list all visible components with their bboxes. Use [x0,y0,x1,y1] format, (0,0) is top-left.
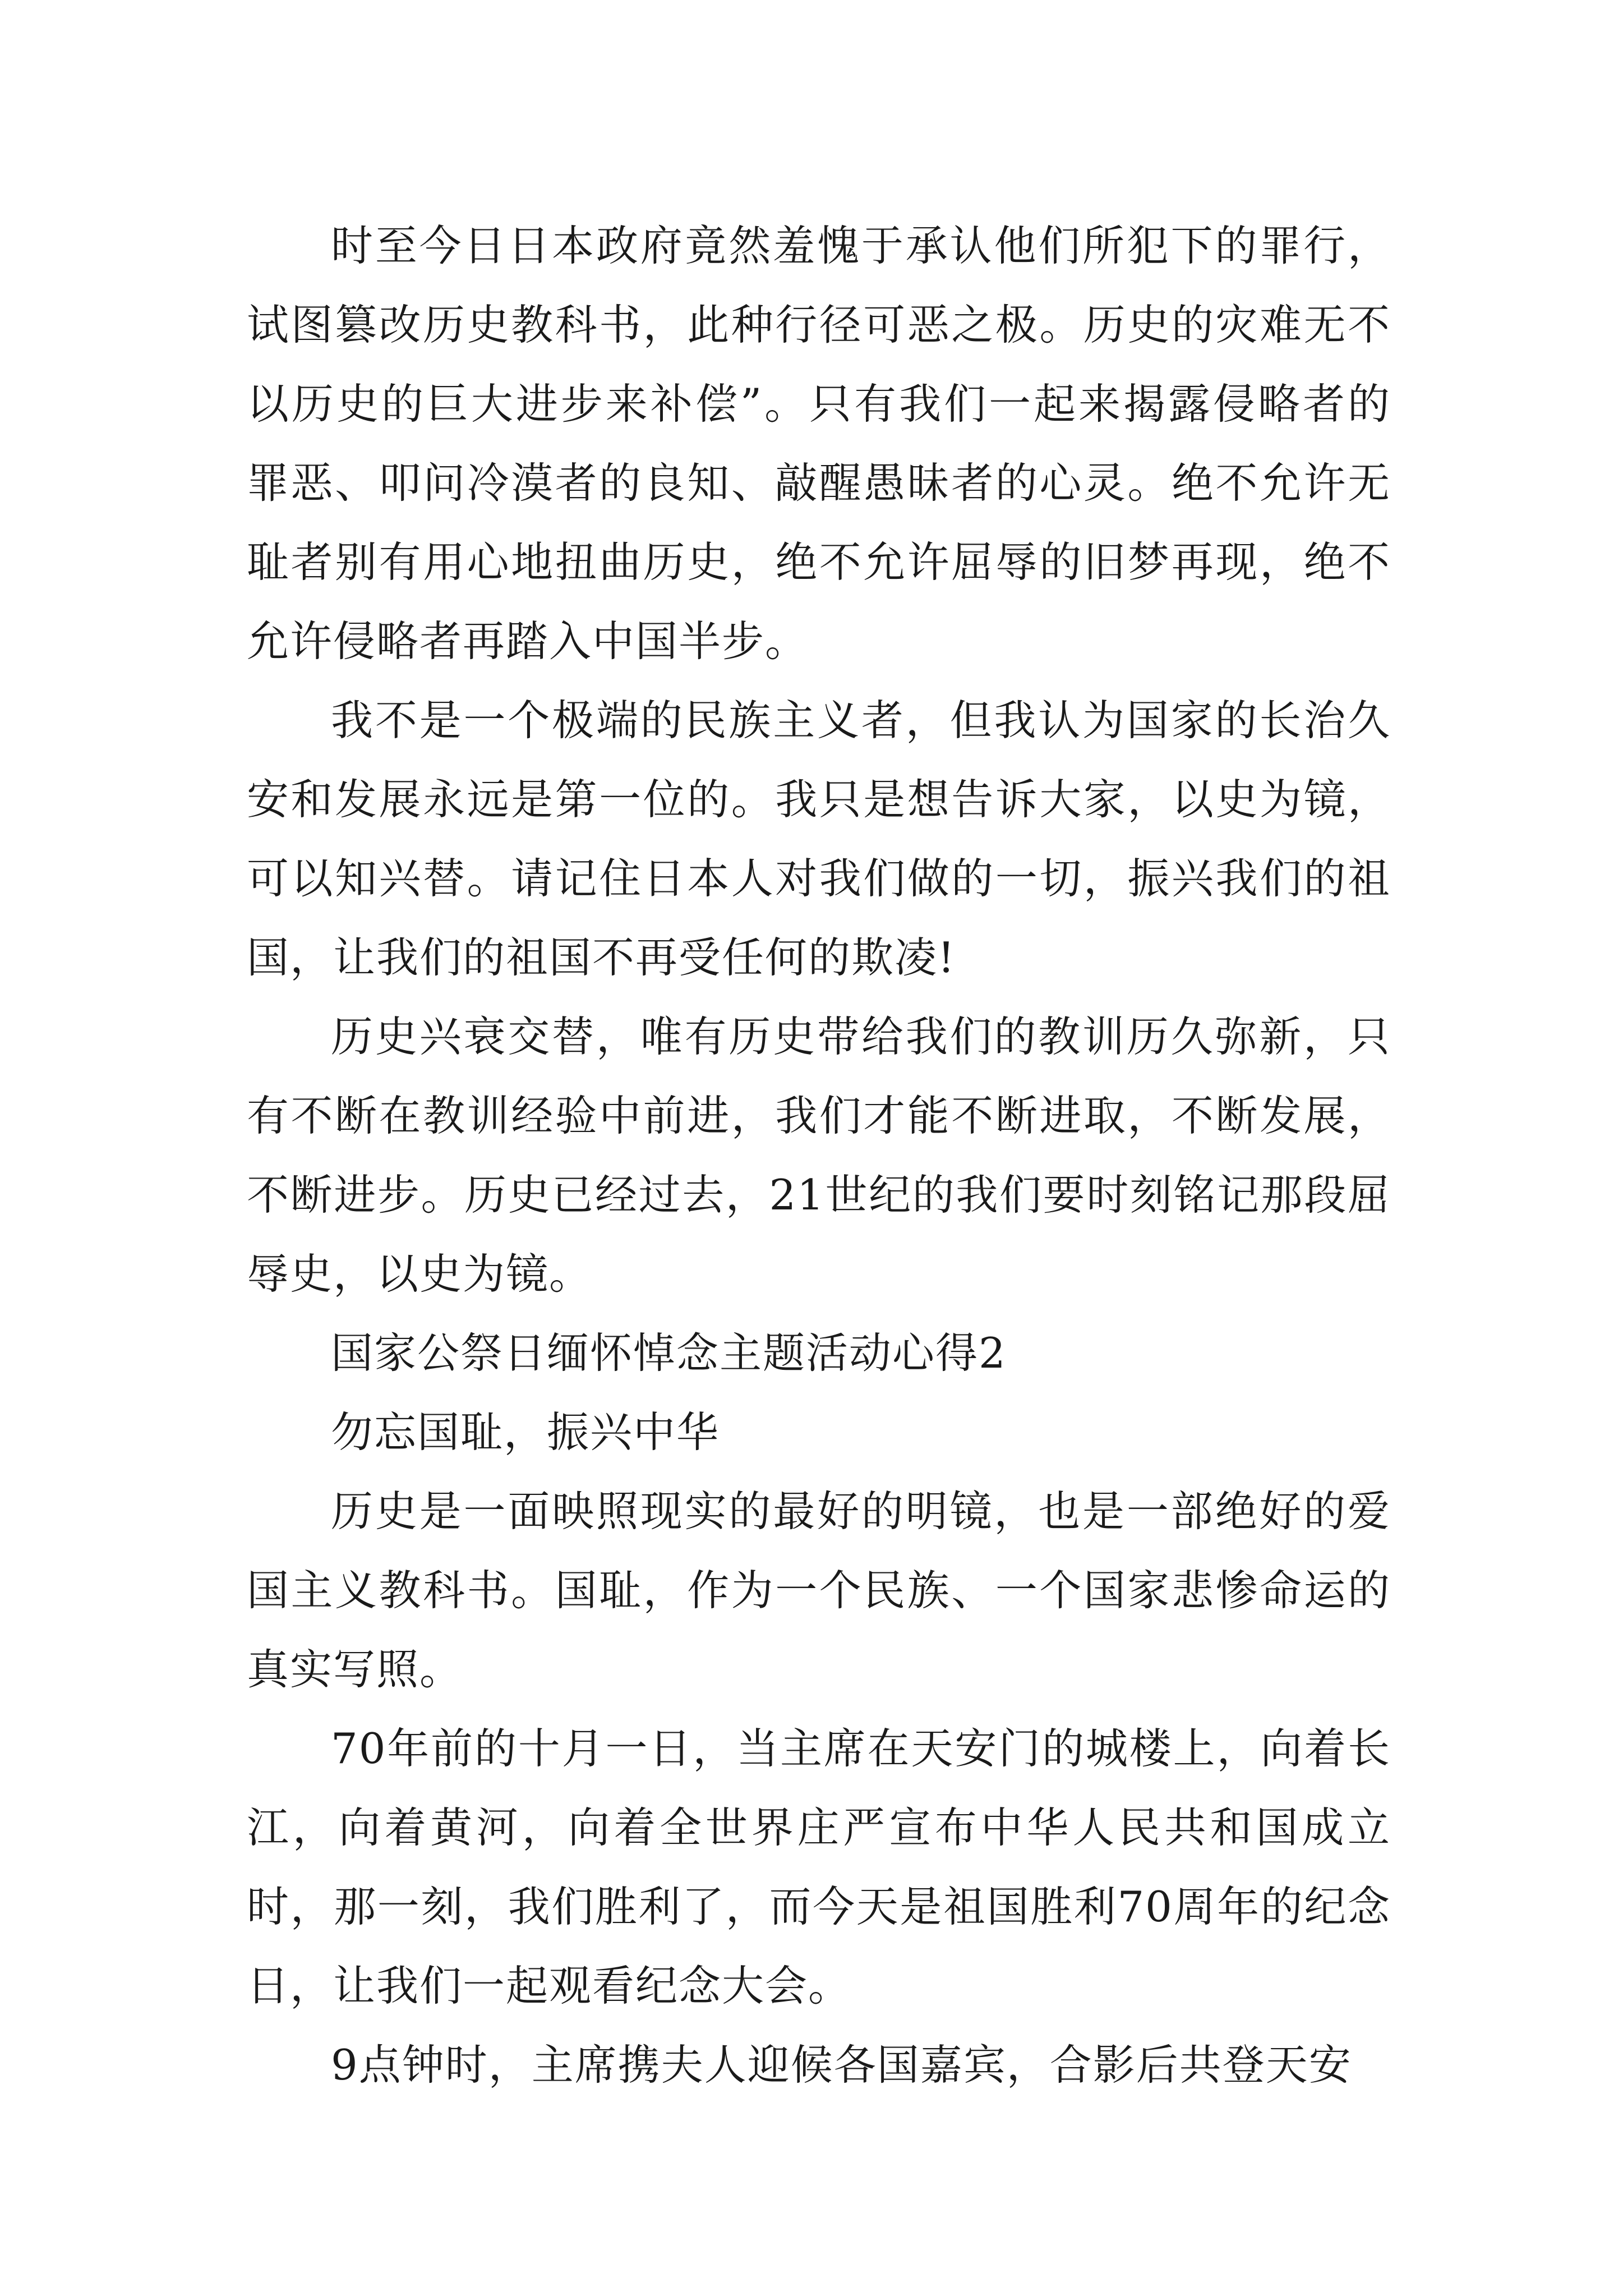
paragraph-ceremony: 9点钟时，主席携夫人迎候各国嘉宾，合影后共登天安 [331,2040,1352,2090]
document-body [247,206,1391,2105]
paragraph-history-denial: 时至今日日本政府竟然羞愧于承认他们所犯下的罪行，试图篡改历史教科书，此种行径可恶之极。历史的灾难无不以历史的巨大进步来补偿”。只有我们一起来揭露侵略者的罪恶、叩问冷漠者的良知、敲醒愚昧者的心灵。绝不允许无耻者别有用心地扭曲历史，绝不允许屈辱的旧梦再现，绝不允许侵略者再踏入中国半步。 [247,221,1391,666]
section-subtitle: 勿忘国耻，振兴中华 [331,1407,720,1457]
paragraph-national-peace: 我不是一个极端的民族主义者，但我认为国家的长治久安和发展永远是第一位的。我只是想告诉大家，以史为镜，可以知兴替。请记住日本人对我们做的一切，振兴我们的祖国，让我们的祖国不再受任何的欺凌! [247,696,1391,982]
paragraph-history-lessons: 历史兴衰交替，唯有历史带给我们的教训历久弥新，只有不断在教训经验中前进，我们才能不断进取，不断发展，不断进步。历史已经过去，21世纪的我们要时刻铭记那段屈辱史，以史为镜。 [247,1012,1391,1299]
section-title: 国家公祭日缅怀悼念主题活动心得2 [331,1328,1007,1378]
paragraph-history-mirror: 历史是一面映照现实的最好的明镜，也是一部绝好的爱国主义教科书。国耻，作为一个民族、一个国家悲惨命运的真实写照。 [247,1487,1391,1694]
paragraph-founding-anniversary: 70年前的十月一日，当主席在天安门的城楼上，向着长江，向着黄河，向着全世界庄严宣布中华人民共和国成立时，那一刻，我们胜利了，而今天是祖国胜利70周年的纪念日，让我们一起观看纪念大会。 [247,1724,1391,2010]
